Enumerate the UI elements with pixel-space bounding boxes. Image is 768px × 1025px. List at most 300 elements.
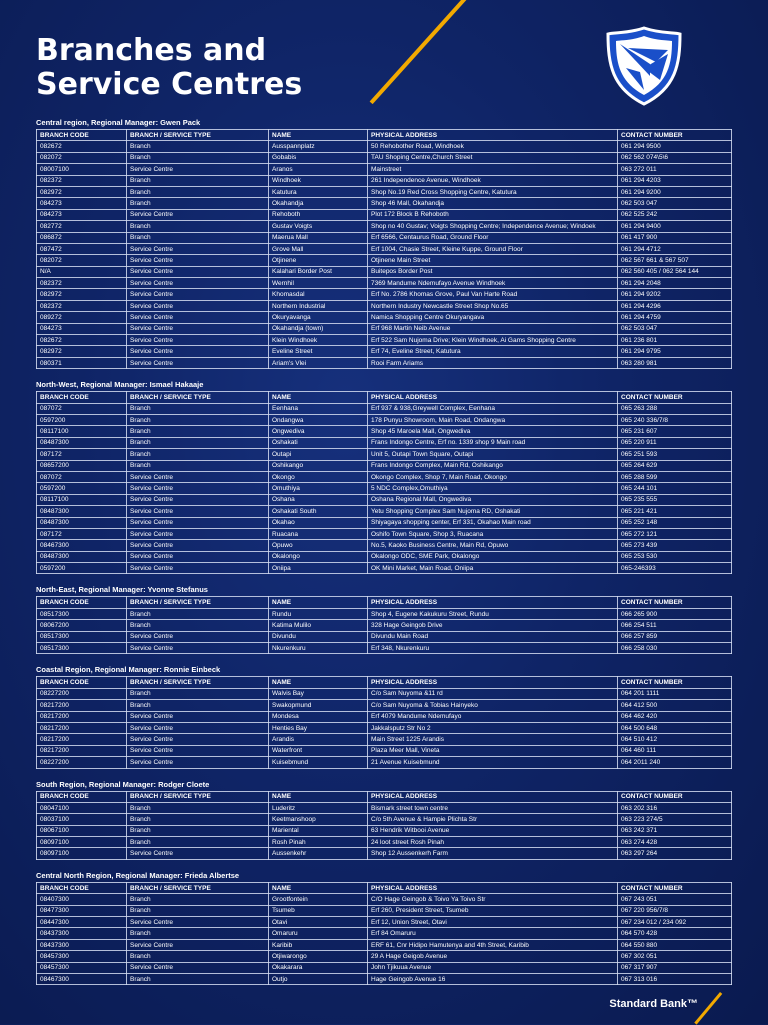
table-row — [37, 243, 732, 254]
branch-code-cell: 08487300 — [37, 437, 127, 448]
address-cell: Shop 12 Aussenkerh Farm — [368, 848, 618, 859]
address-cell: Okongo Complex, Shop 7, Main Road, Okongo — [368, 471, 618, 482]
branch-code-cell: 08217200 — [37, 722, 127, 733]
contact-cell: 065 244 101 — [618, 483, 732, 494]
branch-code-cell: 08457300 — [37, 951, 127, 962]
address-cell: Shop 4, Eugene Kakukuru Street, Rundu — [368, 608, 618, 619]
name-cell: Kuisebmund — [269, 757, 368, 768]
brand-name: Standard Bank™ — [609, 998, 698, 1010]
address-cell: Shiyagaya shopping center, Erf 331, Okahao Main road — [368, 517, 618, 528]
contact-cell: 065 273 439 — [618, 540, 732, 551]
name-cell: Grove Mall — [269, 243, 368, 254]
table-row — [37, 734, 732, 745]
table-row — [37, 164, 732, 175]
address-cell: 178 Punyu Showroom, Main Road, Ondangwa — [368, 414, 618, 425]
type-cell: Service Centre — [127, 312, 269, 323]
name-cell: Arandis — [269, 734, 368, 745]
name-cell: Katima Mulilo — [269, 620, 368, 631]
type-cell: Service Centre — [127, 323, 269, 334]
table-row — [37, 631, 732, 642]
column-header: CONTACT NUMBER — [618, 882, 732, 893]
type-cell: Branch — [127, 221, 269, 232]
branch-code-cell: 08227200 — [37, 688, 127, 699]
table-row — [37, 745, 732, 756]
contact-cell: 062 503 047 — [618, 198, 732, 209]
table-row — [37, 608, 732, 619]
address-cell: Buitepos Border Post — [368, 266, 618, 277]
contact-cell: 066 265 900 — [618, 608, 732, 619]
branch-code-cell: 082072 — [37, 255, 127, 266]
table-row — [37, 460, 732, 471]
column-header: BRANCH / SERVICE TYPE — [127, 677, 269, 688]
address-cell: Shop 46 Mall, Okahandja — [368, 198, 618, 209]
contact-cell: 065 251 593 — [618, 449, 732, 460]
contact-cell: 065 231 607 — [618, 426, 732, 437]
address-cell: Erf 348, Nkurenkuru — [368, 643, 618, 654]
name-cell: Wernhil — [269, 278, 368, 289]
name-cell: Divundu — [269, 631, 368, 642]
branch-code-cell: 08487300 — [37, 517, 127, 528]
contact-cell: 061 294 4712 — [618, 243, 732, 254]
table-row — [37, 266, 732, 277]
type-cell: Branch — [127, 974, 269, 985]
contact-cell: 064 412 500 — [618, 700, 732, 711]
type-cell: Service Centre — [127, 494, 269, 505]
branch-code-cell: 08067100 — [37, 825, 127, 836]
column-header: NAME — [269, 791, 368, 802]
type-cell: Service Centre — [127, 939, 269, 950]
contact-cell: 063 202 316 — [618, 802, 732, 813]
contact-cell: 061 294 2048 — [618, 278, 732, 289]
name-cell: Walvis Bay — [269, 688, 368, 699]
table-row — [37, 141, 732, 152]
branch-code-cell: 087172 — [37, 449, 127, 460]
branch-code-cell: 08447300 — [37, 917, 127, 928]
branch-code-cell: 082772 — [37, 221, 127, 232]
branch-table — [36, 791, 732, 860]
table-header-row — [37, 597, 732, 608]
table-header-row — [37, 677, 732, 688]
name-cell: Otavi — [269, 917, 368, 928]
table-row — [37, 551, 732, 562]
table-row — [37, 232, 732, 243]
type-cell: Branch — [127, 802, 269, 813]
type-cell: Service Centre — [127, 255, 269, 266]
contact-cell: 062 503 047 — [618, 323, 732, 334]
column-header: BRANCH CODE — [37, 677, 127, 688]
branch-code-cell: 08097100 — [37, 848, 127, 859]
name-cell: Luderitz — [269, 802, 368, 813]
address-cell: Erf No. 2786 Khomas Grove, Paul Van Harte Road — [368, 289, 618, 300]
branch-code-cell: 08467300 — [37, 974, 127, 985]
address-cell: Unit 5, Outapi Town Square, Outapi — [368, 449, 618, 460]
column-header: BRANCH CODE — [37, 882, 127, 893]
address-cell: Oshana Regional Mall, Ongwediva — [368, 494, 618, 505]
table-row — [37, 825, 732, 836]
table-row — [37, 643, 732, 654]
name-cell: Henties Bay — [269, 722, 368, 733]
address-cell: Erf 4079 Mandume Ndemufayo — [368, 711, 618, 722]
type-cell: Service Centre — [127, 757, 269, 768]
branch-code-cell: 08487300 — [37, 506, 127, 517]
contact-cell: 064 201 1111 — [618, 688, 732, 699]
table-row — [37, 300, 732, 311]
column-header: NAME — [269, 392, 368, 403]
address-cell: Shop no 40 Gustav; Voigts Shopping Centre; Independence Avenue; Windoek — [368, 221, 618, 232]
address-cell: TAU Shoping Centre,Church Street — [368, 152, 618, 163]
address-cell: Divundu Main Road — [368, 631, 618, 642]
name-cell: Grootfontein — [269, 894, 368, 905]
contact-cell: 064 500 648 — [618, 722, 732, 733]
type-cell: Service Centre — [127, 551, 269, 562]
address-cell: Yetu Shopping Complex Sam Nujoma RD, Oshakati — [368, 506, 618, 517]
table-row — [37, 962, 732, 973]
branch-code-cell: 082372 — [37, 278, 127, 289]
table-row — [37, 426, 732, 437]
contact-cell: 067 317 907 — [618, 962, 732, 973]
type-cell: Service Centre — [127, 471, 269, 482]
branch-code-cell: N/A — [37, 266, 127, 277]
column-header: NAME — [269, 130, 368, 141]
contact-cell: 066 254 511 — [618, 620, 732, 631]
name-cell: Ongwediva — [269, 426, 368, 437]
type-cell: Branch — [127, 414, 269, 425]
name-cell: Swakopmund — [269, 700, 368, 711]
address-cell: Frans Indongo Complex, Main Rd, Oshikango — [368, 460, 618, 471]
address-cell: Erf 968 Martin Neib Avenue — [368, 323, 618, 334]
region-title: Coastal Region, Regional Manager: Ronnie Einbeck — [36, 665, 221, 675]
name-cell: Nkurenkuru — [269, 643, 368, 654]
type-cell: Branch — [127, 175, 269, 186]
region-section — [36, 379, 731, 574]
contact-cell: 065 288 599 — [618, 471, 732, 482]
type-cell: Branch — [127, 688, 269, 699]
address-cell: 50 Rehobother Road, Windhoek — [368, 141, 618, 152]
name-cell: Okuryavanga — [269, 312, 368, 323]
name-cell: Windhoek — [269, 175, 368, 186]
column-header: CONTACT NUMBER — [618, 677, 732, 688]
name-cell: Mariental — [269, 825, 368, 836]
address-cell: Northern Industry Newcastle Street Shop No.65 — [368, 300, 618, 311]
branch-code-cell: 08217200 — [37, 734, 127, 745]
column-header: PHYSICAL ADDRESS — [368, 597, 618, 608]
name-cell: Gustav Voigts — [269, 221, 368, 232]
contact-cell: 063 223 274/5 — [618, 814, 732, 825]
contact-cell: 063 297 264 — [618, 848, 732, 859]
type-cell: Service Centre — [127, 528, 269, 539]
name-cell: Oniipa — [269, 563, 368, 574]
contact-cell: 064 570 428 — [618, 928, 732, 939]
address-cell: Shop No.19 Red Cross Shopping Centre, Katutura — [368, 186, 618, 197]
type-cell: Service Centre — [127, 540, 269, 551]
branch-code-cell: 08117100 — [37, 426, 127, 437]
table-header-row — [37, 791, 732, 802]
contact-cell: 066 257 859 — [618, 631, 732, 642]
table-row — [37, 974, 732, 985]
table-row — [37, 848, 732, 859]
branch-code-cell: 08477300 — [37, 905, 127, 916]
column-header: BRANCH CODE — [37, 791, 127, 802]
table-row — [37, 357, 732, 368]
column-header: BRANCH CODE — [37, 130, 127, 141]
branch-code-cell: 082972 — [37, 289, 127, 300]
branch-table — [36, 391, 732, 574]
type-cell: Branch — [127, 437, 269, 448]
column-header: PHYSICAL ADDRESS — [368, 677, 618, 688]
name-cell: Aussenkehr — [269, 848, 368, 859]
name-cell: Rundu — [269, 608, 368, 619]
branch-code-cell: 082372 — [37, 175, 127, 186]
contact-cell: 061 294 4296 — [618, 300, 732, 311]
table-row — [37, 540, 732, 551]
address-cell: 7369 Mandume Ndemufayo Avenue Windhoek — [368, 278, 618, 289]
name-cell: Oshakati South — [269, 506, 368, 517]
branch-code-cell: 08657200 — [37, 460, 127, 471]
branch-code-cell: 08047100 — [37, 802, 127, 813]
branch-code-cell: 08067200 — [37, 620, 127, 631]
table-row — [37, 905, 732, 916]
contact-cell: 064 460 111 — [618, 745, 732, 756]
type-cell: Service Centre — [127, 278, 269, 289]
column-header: CONTACT NUMBER — [618, 791, 732, 802]
name-cell: Rosh Pinah — [269, 837, 368, 848]
region-title: North-West, Regional Manager: Ismael Hakaaje — [36, 380, 204, 390]
type-cell: Branch — [127, 152, 269, 163]
name-cell: Katutura — [269, 186, 368, 197]
regions-container — [36, 117, 731, 995]
branch-code-cell: 08217200 — [37, 745, 127, 756]
table-row — [37, 221, 732, 232]
address-cell: Shop 45 Maroela Mall, Ongwediva — [368, 426, 618, 437]
address-cell: C/o Sam Nuyoma &11 rd — [368, 688, 618, 699]
region-title: Central North Region, Regional Manager: Frieda Albertse — [36, 870, 240, 880]
contact-cell: 067 234 012 / 234 092 — [618, 917, 732, 928]
table-row — [37, 278, 732, 289]
name-cell: Klein Windhoek — [269, 335, 368, 346]
contact-cell: 061 236 801 — [618, 335, 732, 346]
name-cell: Ariam's Vlei — [269, 357, 368, 368]
name-cell: Okongo — [269, 471, 368, 482]
region-title: Central region, Regional Manager: Gwen Pack — [36, 118, 201, 127]
contact-cell: 065 252 148 — [618, 517, 732, 528]
column-header: PHYSICAL ADDRESS — [368, 882, 618, 893]
region-section — [36, 117, 731, 369]
name-cell: Aranos — [269, 164, 368, 175]
contact-cell: 065 272 121 — [618, 528, 732, 539]
table-row — [37, 563, 732, 574]
standard-bank-logo — [604, 24, 684, 108]
branch-code-cell: 08217200 — [37, 700, 127, 711]
branch-code-cell: 08217200 — [37, 711, 127, 722]
type-cell: Branch — [127, 894, 269, 905]
branch-code-cell: 082972 — [37, 346, 127, 357]
column-header: BRANCH / SERVICE TYPE — [127, 882, 269, 893]
address-cell: Bismark street town centre — [368, 802, 618, 813]
table-row — [37, 323, 732, 334]
name-cell: Maerua Mall — [269, 232, 368, 243]
shield-icon — [604, 24, 684, 108]
name-cell: Mondesa — [269, 711, 368, 722]
branch-code-cell: 082372 — [37, 300, 127, 311]
name-cell: Okahandja — [269, 198, 368, 209]
region-section — [36, 779, 731, 860]
name-cell: Eenhana — [269, 403, 368, 414]
address-cell: Erf 74, Eveline Street, Katutura — [368, 346, 618, 357]
contact-cell: 062 562 074\5\6 — [618, 152, 732, 163]
table-row — [37, 414, 732, 425]
type-cell: Service Centre — [127, 346, 269, 357]
address-cell: Plaza Meer Mall, Vineta — [368, 745, 618, 756]
name-cell: Outapi — [269, 449, 368, 460]
contact-cell: 067 243 051 — [618, 894, 732, 905]
type-cell: Branch — [127, 608, 269, 619]
name-cell: Opuwo — [269, 540, 368, 551]
address-cell: John Tjikuua Avenue — [368, 962, 618, 973]
table-header-row — [37, 392, 732, 403]
contact-cell: 065-246393 — [618, 563, 732, 574]
type-cell: Branch — [127, 700, 269, 711]
table-row — [37, 620, 732, 631]
branch-code-cell: 089272 — [37, 312, 127, 323]
type-cell: Branch — [127, 951, 269, 962]
address-cell: Namica Shopping Centre Okuryangava — [368, 312, 618, 323]
footer-accent-stripe — [694, 992, 722, 1025]
table-header-row — [37, 130, 732, 141]
contact-cell: 065 253 530 — [618, 551, 732, 562]
branch-code-cell: 087172 — [37, 528, 127, 539]
name-cell: Oshana — [269, 494, 368, 505]
branch-table — [36, 596, 732, 654]
column-header: BRANCH CODE — [37, 597, 127, 608]
contact-cell: 063 272 011 — [618, 164, 732, 175]
address-cell: ERF 61, Cnr Hidipo Hamutenya and 4th Street, Karibib — [368, 939, 618, 950]
address-cell: 63 Hendrik Witbooi Avenue — [368, 825, 618, 836]
type-cell: Branch — [127, 928, 269, 939]
branch-code-cell: 087072 — [37, 471, 127, 482]
address-cell: C/o 5th Avenue & Hampie Plichta Str — [368, 814, 618, 825]
contact-cell: 067 313 016 — [618, 974, 732, 985]
type-cell: Branch — [127, 141, 269, 152]
address-cell: 24 loot street Rosh Pinah — [368, 837, 618, 848]
table-row — [37, 917, 732, 928]
contact-cell: 064 510 412 — [618, 734, 732, 745]
contact-cell: 065 235 555 — [618, 494, 732, 505]
table-header-row — [37, 882, 732, 893]
type-cell: Service Centre — [127, 289, 269, 300]
accent-stripe — [370, 0, 473, 104]
table-row — [37, 471, 732, 482]
table-row — [37, 289, 732, 300]
table-row — [37, 722, 732, 733]
address-cell: Erf 84 Omaruru — [368, 928, 618, 939]
type-cell: Service Centre — [127, 631, 269, 642]
type-cell: Branch — [127, 198, 269, 209]
branch-code-cell: 08037100 — [37, 814, 127, 825]
branch-code-cell: 08517300 — [37, 608, 127, 619]
name-cell: Oshakati — [269, 437, 368, 448]
column-header: BRANCH / SERVICE TYPE — [127, 791, 269, 802]
column-header: BRANCH / SERVICE TYPE — [127, 597, 269, 608]
address-cell: C/o Sam Nuyoma & Tobias Hainyeko — [368, 700, 618, 711]
contact-cell: 063 242 371 — [618, 825, 732, 836]
type-cell: Service Centre — [127, 917, 269, 928]
contact-cell: 065 264 629 — [618, 460, 732, 471]
type-cell: Service Centre — [127, 266, 269, 277]
region-section — [36, 584, 731, 654]
column-header: NAME — [269, 882, 368, 893]
contact-cell: 061 294 9795 — [618, 346, 732, 357]
type-cell: Branch — [127, 825, 269, 836]
name-cell: Outjo — [269, 974, 368, 985]
branch-code-cell: 087472 — [37, 243, 127, 254]
branch-table — [36, 129, 732, 369]
page-title — [36, 34, 302, 102]
page-title-line-1: Branches and — [36, 33, 267, 68]
address-cell: Mainstreet — [368, 164, 618, 175]
type-cell: Branch — [127, 905, 269, 916]
address-cell: Jakkalsputz Str No 2 — [368, 722, 618, 733]
branch-code-cell: 086872 — [37, 232, 127, 243]
page-title-line-2: Service Centres — [36, 67, 303, 102]
table-row — [37, 255, 732, 266]
type-cell: Service Centre — [127, 711, 269, 722]
table-row — [37, 312, 732, 323]
branch-table — [36, 676, 732, 768]
branch-code-cell: 082972 — [37, 186, 127, 197]
contact-cell: 064 2011 240 — [618, 757, 732, 768]
address-cell: Erf 937 & 938,Greywell Complex, Eenhana — [368, 403, 618, 414]
type-cell: Service Centre — [127, 209, 269, 220]
branch-code-cell: 084273 — [37, 198, 127, 209]
contact-cell: 061 294 4759 — [618, 312, 732, 323]
table-row — [37, 506, 732, 517]
type-cell: Branch — [127, 403, 269, 414]
table-row — [37, 494, 732, 505]
address-cell: Erf 12, Union Street, Otavi — [368, 917, 618, 928]
type-cell: Branch — [127, 460, 269, 471]
address-cell: Plot 172 Block B Rehoboth — [368, 209, 618, 220]
table-row — [37, 346, 732, 357]
address-cell: 21 Avenue Kuisebmund — [368, 757, 618, 768]
type-cell: Branch — [127, 814, 269, 825]
region-section — [36, 664, 731, 768]
name-cell: Tsumeb — [269, 905, 368, 916]
address-cell: Frans Indongo Centre, Erf no. 1339 shop 9 Main road — [368, 437, 618, 448]
address-cell: C/O Hage Geingob & Toivo Ya Toivo Str — [368, 894, 618, 905]
table-row — [37, 837, 732, 848]
name-cell: Khomasdal — [269, 289, 368, 300]
branch-code-cell: 0597200 — [37, 483, 127, 494]
name-cell: Eveline Street — [269, 346, 368, 357]
table-row — [37, 939, 732, 950]
branch-code-cell: 08437300 — [37, 939, 127, 950]
table-row — [37, 517, 732, 528]
column-header: BRANCH CODE — [37, 392, 127, 403]
table-row — [37, 802, 732, 813]
name-cell: Omaruru — [269, 928, 368, 939]
type-cell: Service Centre — [127, 734, 269, 745]
name-cell: Otjinene — [269, 255, 368, 266]
contact-cell: 063 280 981 — [618, 357, 732, 368]
branch-code-cell: 08097100 — [37, 837, 127, 848]
branch-code-cell: 087072 — [37, 403, 127, 414]
contact-cell: 061 294 9202 — [618, 289, 732, 300]
name-cell: Karibib — [269, 939, 368, 950]
contact-cell: 061 294 4203 — [618, 175, 732, 186]
address-cell: Erf 1004, Chasie Street, Kleine Kuppe, Ground Floor — [368, 243, 618, 254]
column-header: NAME — [269, 597, 368, 608]
address-cell: OK Mini Market, Main Road, Oniipa — [368, 563, 618, 574]
